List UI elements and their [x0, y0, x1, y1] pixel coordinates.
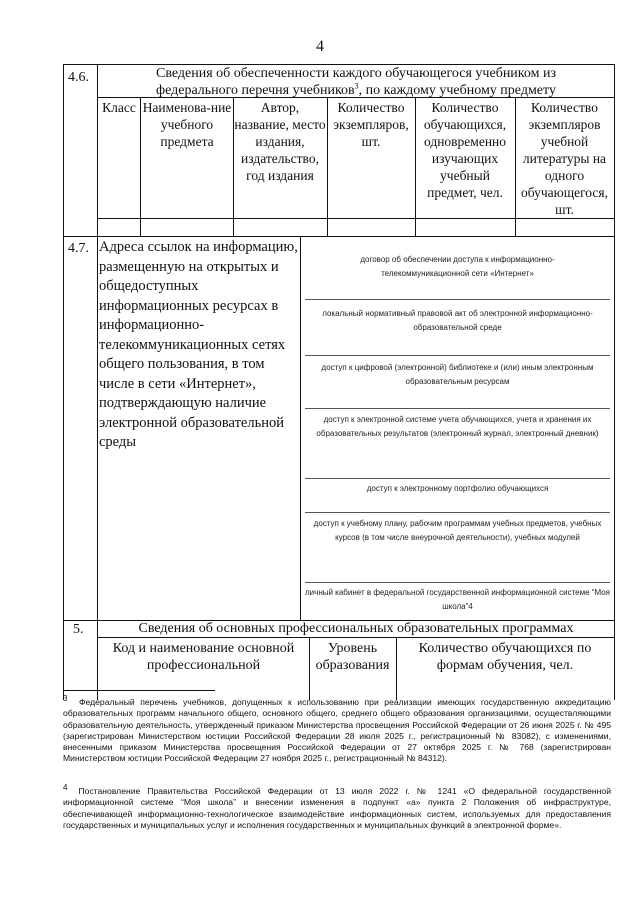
- section-4-6-title: [100, 65, 612, 99]
- footnote-4: [63, 783, 611, 831]
- header-students-by-form: Количество обучающихся по формам обучения, чел.: [418, 641, 592, 673]
- page-number: 4: [316, 38, 324, 55]
- section-4-7-number: 4.7.: [68, 241, 89, 256]
- section-4-7-description: Адреса ссылок на информацию, размещенную на открытых и общедоступных информационных ресурсах в информационно-телекоммуникационных сетях общего пользования, в том числе в сети «Интернет», подтверждающую наличие электронной образовательной среды: [99, 239, 298, 450]
- footnote-separator: [63, 690, 215, 691]
- footnote-4-mark: 4: [63, 783, 68, 793]
- section-5-number: 5.: [73, 622, 84, 637]
- header-program-code: Код и наименование основной профессиональной: [112, 641, 295, 673]
- header-education-level: Уровень образования: [315, 641, 390, 673]
- header-students-count: Количество обучающихся, одновременно изучающих учебный предмет, чел.: [423, 100, 507, 200]
- footnote-3-mark: 3: [63, 694, 68, 704]
- section-4-6-title-line2: федерального перечня учебников$^3$, по каждому учебному предмету: [156, 81, 556, 98]
- section-5-title: Сведения об основных профессиональных образовательных программах: [138, 621, 574, 636]
- header-subject-name: Наименова-ние учебного предмета: [142, 100, 232, 149]
- link-internet-access-contract[interactable]: договор об обеспечении доступа к информационно-телекоммуникационной сети «Интернет»: [360, 255, 555, 278]
- section-4-6-number: 4.6.: [68, 70, 89, 85]
- header-class: Класс: [102, 100, 136, 115]
- link-digital-library[interactable]: доступ к цифровой (электронной) библиотеке и (или) иным электронным образовательным ресурсам: [321, 363, 594, 386]
- link-local-regulation[interactable]: локальный нормативный правовой акт об электронной информационно-образовательной среде: [322, 309, 593, 332]
- link-student-portfolio[interactable]: доступ к электронному портфолио обучающихся: [366, 484, 549, 493]
- footnote-3: [63, 694, 612, 765]
- link-curriculum[interactable]: доступ к учебному плану, рабочим программам учебных предметов, учебных курсов (в том числе внеурочной деятельности), учебных модулей: [313, 519, 602, 542]
- footnote-4-text: Постановление Правительства Российской Федерации от 13 июля 2022 г. № 1241 «О федеральной государственной информационной системе “Моя школа” и внесении изменения в подпункт «а» пункта 2 Положения об инфраструктуре, обеспечивающей информационно-технологическое взаимодействие информационных систем, используемых для предоставления государственных и муниципальных услуг и исполнения государственных и муниципальных функций в электронной форме».: [63, 786, 611, 830]
- section-4-6-title-line1: Сведения об обеспеченности каждого обучающегося учебником из: [155, 66, 557, 81]
- header-author-title: Автор, название, место издания, издательство, год издания: [234, 100, 326, 183]
- link-electronic-journal[interactable]: доступ к электронной системе учета обучающихся, учета и хранения их образовательных результатов (электронный журнал, электронный дневник): [316, 415, 599, 438]
- header-copies-count: Количество экземпляров, шт.: [333, 100, 409, 149]
- link-moya-shkola-cabinet[interactable]: личный кабинет в федеральной государственной информационной системе “Моя школа”4: [305, 588, 610, 611]
- footnote-ref-3[interactable]: 3: [354, 81, 359, 91]
- header-copies-per-student: Количество экземпляров учебной литературы на одного обучающегося, шт.: [521, 100, 608, 217]
- footnote-3-text: Федеральный перечень учебников, допущенных к использованию при реализации имеющих государственную аккредитацию образовательных программ начального общего, основного общего, среднего общего образования организациями, осуществляющими образовательную деятельность, утвержденный приказом Министерства просвещения Российской Федерации от 26 июня 2025 г. № 495 (зарегистрирован Министерством юстиции Российской Федерации 28 июля 2025 г., регистрационный № 83082), с изменениями, внесенными приказом Министерства просвещения Российской Федерации от 27 октября 2025 г. № 768 (зарегистрирован Министерством юстиции Российской Федерации 27 ноября 2025 г., регистрационный № 84312).: [63, 697, 612, 764]
